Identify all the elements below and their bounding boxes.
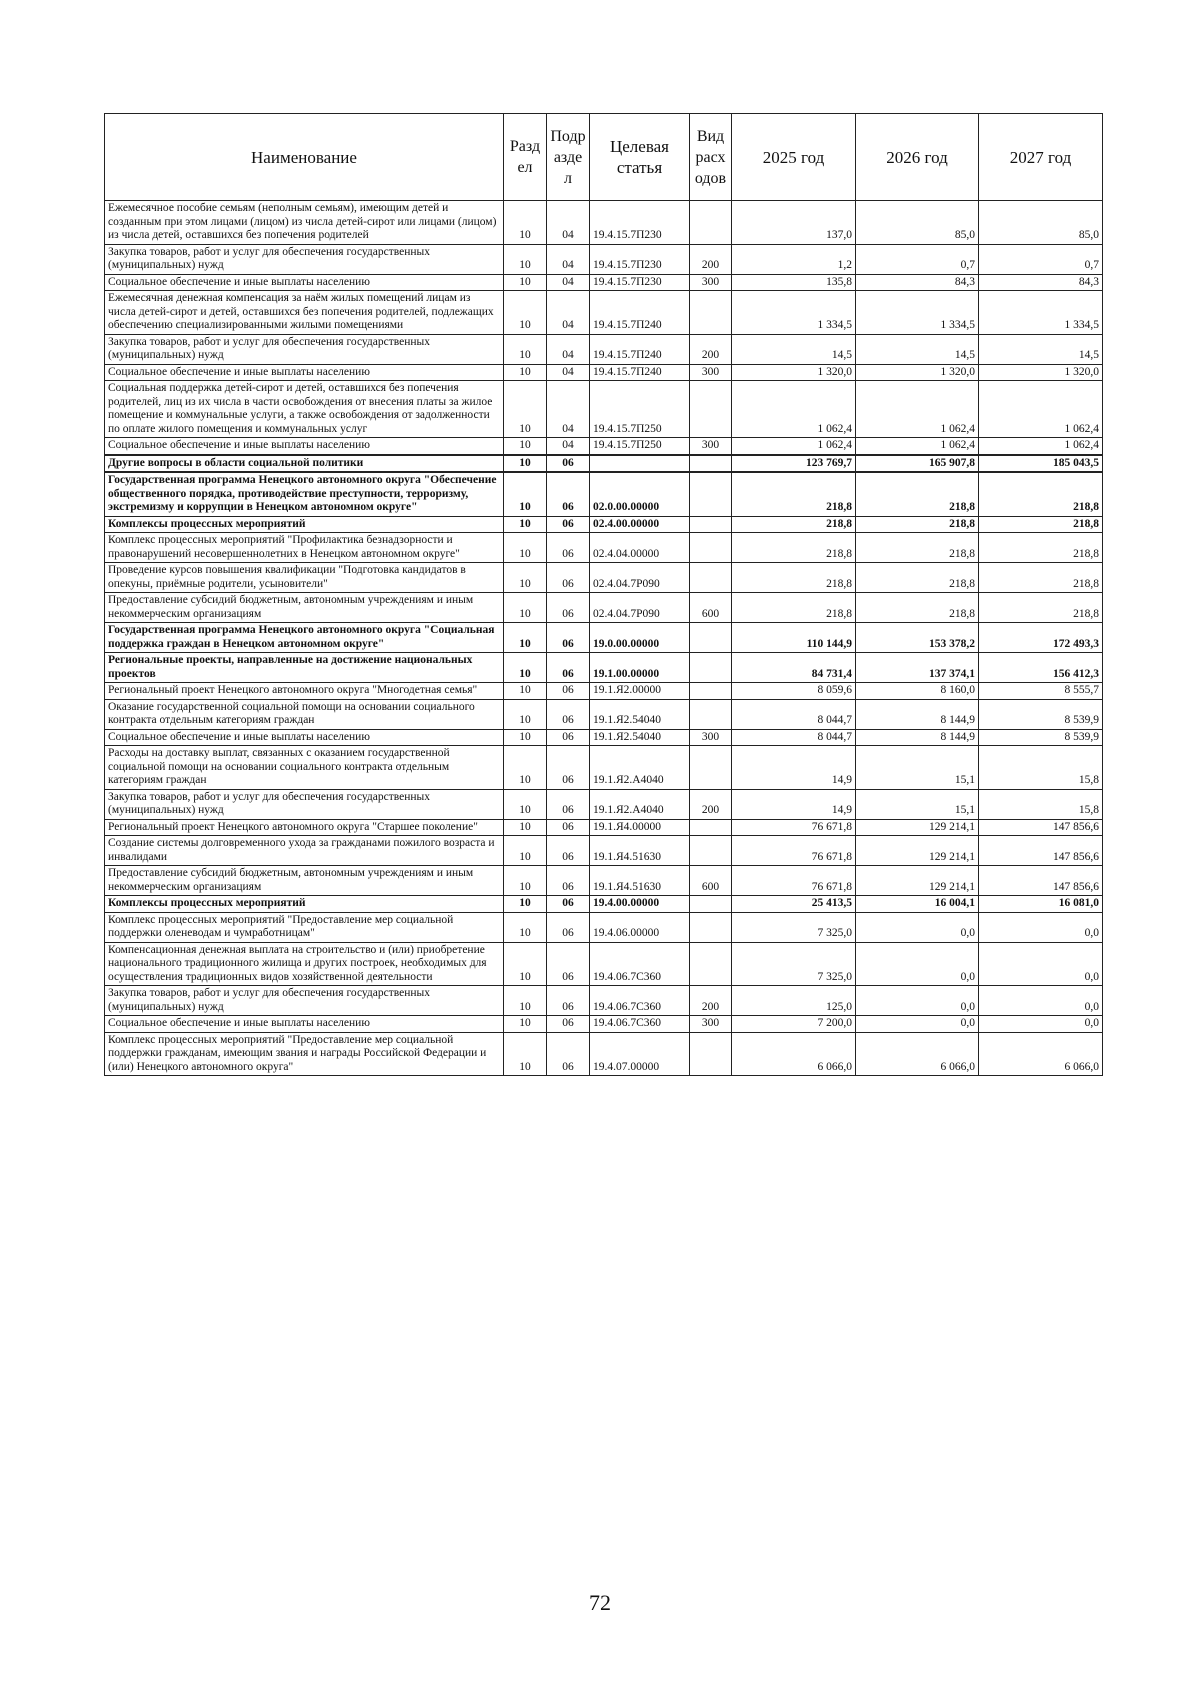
- table-row: [105, 1016, 1103, 1033]
- table-row: [105, 653, 1103, 683]
- table-body: [105, 201, 1103, 1076]
- cell-name: Ежемесячное пособие семьям (неполным семьям), имеющим детей и созданным при этом лицами (лицом) из числа детей-сирот или лицами (лицом) из числа детей, оставшихся без попечения родителей: [105, 201, 504, 245]
- cell-name: Региональный проект Ненецкого автономного округа "Многодетная семья": [105, 683, 504, 700]
- header-2025: 2025 год: [732, 114, 856, 201]
- cell-vid-rashodov: [690, 699, 732, 729]
- cell-2026: 1 320,0: [856, 364, 979, 381]
- cell-celevaya-statya: 19.4.06.7С360: [590, 986, 690, 1016]
- cell-2026: 0,0: [856, 1016, 979, 1033]
- cell-vid-rashodov: [690, 381, 732, 438]
- cell-celevaya-statya: 19.1.Я2.54040: [590, 699, 690, 729]
- cell-2027: 0,0: [979, 942, 1103, 986]
- cell-razdel: 10: [504, 334, 547, 364]
- table-row: [105, 563, 1103, 593]
- cell-name: Государственная программа Ненецкого автономного округа "Обеспечение общественного порядка, противодействие преступности, терроризму, экстремизму и коррупции в Ненецком автономном округе": [105, 472, 504, 516]
- table-row: [105, 623, 1103, 653]
- cell-2026: 6 066,0: [856, 1032, 979, 1076]
- cell-vid-rashodov: [690, 563, 732, 593]
- cell-2025: 76 671,8: [732, 819, 856, 836]
- cell-2027: 8 539,9: [979, 729, 1103, 746]
- cell-celevaya-statya: 19.1.Я2.00000: [590, 683, 690, 700]
- cell-podrazdel: 04: [547, 364, 590, 381]
- cell-name: Социальное обеспечение и иные выплаты населению: [105, 438, 504, 455]
- cell-name: Государственная программа Ненецкого автономного округа "Социальная поддержка граждан в Ненецком автономном округе": [105, 623, 504, 653]
- header-name: Наименование: [105, 114, 504, 201]
- cell-2027: 218,8: [979, 593, 1103, 623]
- cell-2026: 218,8: [856, 593, 979, 623]
- cell-2026: 218,8: [856, 472, 979, 516]
- cell-2027: 0,0: [979, 986, 1103, 1016]
- cell-name: Оказание государственной социальной помощи на основании социального контракта отдельным категориям граждан: [105, 699, 504, 729]
- cell-vid-rashodov: [690, 623, 732, 653]
- cell-vid-rashodov: [690, 533, 732, 563]
- cell-razdel: 10: [504, 381, 547, 438]
- table-row: [105, 912, 1103, 942]
- cell-razdel: 10: [504, 438, 547, 455]
- cell-razdel: 10: [504, 593, 547, 623]
- cell-celevaya-statya: 19.4.15.7П240: [590, 291, 690, 335]
- cell-2025: 218,8: [732, 472, 856, 516]
- table-row: [105, 438, 1103, 455]
- cell-name: Региональный проект Ненецкого автономного округа "Старшее поколение": [105, 819, 504, 836]
- cell-podrazdel: 04: [547, 201, 590, 245]
- cell-razdel: 10: [504, 364, 547, 381]
- cell-podrazdel: 06: [547, 896, 590, 913]
- cell-razdel: 10: [504, 1032, 547, 1076]
- cell-2026: 129 214,1: [856, 836, 979, 866]
- cell-name: Комплексы процессных мероприятий: [105, 896, 504, 913]
- cell-2025: 7 325,0: [732, 942, 856, 986]
- cell-podrazdel: 06: [547, 593, 590, 623]
- cell-razdel: 10: [504, 699, 547, 729]
- cell-2025: 110 144,9: [732, 623, 856, 653]
- cell-celevaya-statya: [590, 455, 690, 473]
- cell-2027: 16 081,0: [979, 896, 1103, 913]
- cell-2026: 15,1: [856, 789, 979, 819]
- cell-vid-rashodov: [690, 819, 732, 836]
- cell-2025: 8 059,6: [732, 683, 856, 700]
- cell-2025: 76 671,8: [732, 866, 856, 896]
- cell-vid-rashodov: 300: [690, 438, 732, 455]
- cell-2025: 218,8: [732, 563, 856, 593]
- cell-podrazdel: 04: [547, 334, 590, 364]
- cell-name: Региональные проекты, направленные на достижение национальных проектов: [105, 653, 504, 683]
- cell-2025: 14,9: [732, 789, 856, 819]
- table-row: [105, 455, 1103, 473]
- cell-celevaya-statya: 02.4.04.00000: [590, 533, 690, 563]
- cell-vid-rashodov: [690, 836, 732, 866]
- cell-name: Социальная поддержка детей-сирот и детей, оставшихся без попечения родителей, лиц из их числа в части освобождения от внесения платы за жилое помещение и коммунальные услуги, а также освобождения от задолженности по оплате жилого помещения и коммунальных услуг: [105, 381, 504, 438]
- cell-2027: 84,3: [979, 274, 1103, 291]
- cell-2027: 1 062,4: [979, 438, 1103, 455]
- cell-celevaya-statya: 19.1.Я4.00000: [590, 819, 690, 836]
- cell-2025: 135,8: [732, 274, 856, 291]
- table-row: [105, 291, 1103, 335]
- cell-vid-rashodov: [690, 201, 732, 245]
- cell-razdel: 10: [504, 986, 547, 1016]
- cell-podrazdel: 06: [547, 563, 590, 593]
- cell-2027: 147 856,6: [979, 866, 1103, 896]
- cell-2026: 0,7: [856, 244, 979, 274]
- cell-2026: 85,0: [856, 201, 979, 245]
- cell-razdel: 10: [504, 244, 547, 274]
- table-row: [105, 836, 1103, 866]
- cell-podrazdel: 06: [547, 729, 590, 746]
- cell-2027: 6 066,0: [979, 1032, 1103, 1076]
- cell-podrazdel: 06: [547, 789, 590, 819]
- header-razdel: Разд ел: [504, 114, 547, 201]
- cell-razdel: 10: [504, 912, 547, 942]
- cell-2026: 8 144,9: [856, 729, 979, 746]
- cell-podrazdel: 06: [547, 746, 590, 790]
- cell-2025: 7 325,0: [732, 912, 856, 942]
- cell-vid-rashodov: [690, 291, 732, 335]
- header-2027: 2027 год: [979, 114, 1103, 201]
- table-row: [105, 516, 1103, 533]
- cell-celevaya-statya: 19.4.15.7П250: [590, 438, 690, 455]
- table-row: [105, 533, 1103, 563]
- cell-2026: 1 334,5: [856, 291, 979, 335]
- cell-razdel: 10: [504, 455, 547, 473]
- cell-2026: 0,0: [856, 942, 979, 986]
- cell-name: Предоставление субсидий бюджетным, автономным учреждениям и иным некоммерческим организациям: [105, 866, 504, 896]
- cell-name: Комплекс процессных мероприятий "Профилактика безнадзорности и правонарушений несовершеннолетних в Ненецком автономном округе": [105, 533, 504, 563]
- cell-celevaya-statya: 19.1.Я2.54040: [590, 729, 690, 746]
- cell-name: Социальное обеспечение и иные выплаты населению: [105, 364, 504, 381]
- cell-name: Компенсационная денежная выплата на строительство и (или) приобретение национального традиционного жилища и других построек, необходимых для осуществления традиционных видов хозяйственной деятельности: [105, 942, 504, 986]
- cell-2026: 218,8: [856, 533, 979, 563]
- cell-2027: 1 062,4: [979, 381, 1103, 438]
- cell-vid-rashodov: 300: [690, 364, 732, 381]
- cell-podrazdel: 06: [547, 819, 590, 836]
- table-row: [105, 729, 1103, 746]
- cell-2025: 1,2: [732, 244, 856, 274]
- cell-name: Закупка товаров, работ и услуг для обеспечения государственных (муниципальных) нужд: [105, 244, 504, 274]
- cell-celevaya-statya: 19.4.15.7П230: [590, 274, 690, 291]
- cell-2026: 16 004,1: [856, 896, 979, 913]
- cell-2026: 15,1: [856, 746, 979, 790]
- cell-razdel: 10: [504, 683, 547, 700]
- cell-2027: 147 856,6: [979, 836, 1103, 866]
- cell-2026: 137 374,1: [856, 653, 979, 683]
- cell-razdel: 10: [504, 746, 547, 790]
- cell-2025: 137,0: [732, 201, 856, 245]
- table-row: [105, 593, 1103, 623]
- cell-2025: 125,0: [732, 986, 856, 1016]
- cell-podrazdel: 06: [547, 699, 590, 729]
- cell-podrazdel: 06: [547, 516, 590, 533]
- cell-2026: 129 214,1: [856, 819, 979, 836]
- cell-2027: 147 856,6: [979, 819, 1103, 836]
- cell-2027: 218,8: [979, 563, 1103, 593]
- cell-2025: 1 062,4: [732, 381, 856, 438]
- cell-2026: 165 907,8: [856, 455, 979, 473]
- budget-table-sheet: [104, 113, 1102, 1076]
- cell-vid-rashodov: [690, 683, 732, 700]
- cell-razdel: 10: [504, 516, 547, 533]
- cell-podrazdel: 06: [547, 836, 590, 866]
- table-row: [105, 201, 1103, 245]
- cell-podrazdel: 06: [547, 1016, 590, 1033]
- cell-name: Другие вопросы в области социальной политики: [105, 455, 504, 473]
- cell-podrazdel: 04: [547, 274, 590, 291]
- cell-vid-rashodov: [690, 516, 732, 533]
- table-row: [105, 896, 1103, 913]
- cell-razdel: 10: [504, 623, 547, 653]
- cell-2025: 25 413,5: [732, 896, 856, 913]
- cell-podrazdel: 06: [547, 1032, 590, 1076]
- cell-2027: 8 555,7: [979, 683, 1103, 700]
- cell-2025: 7 200,0: [732, 1016, 856, 1033]
- cell-2025: 8 044,7: [732, 729, 856, 746]
- cell-razdel: 10: [504, 533, 547, 563]
- cell-2027: 1 334,5: [979, 291, 1103, 335]
- cell-razdel: 10: [504, 942, 547, 986]
- table-header-row: [105, 114, 1103, 201]
- table-row: [105, 746, 1103, 790]
- cell-name: Комплекс процессных мероприятий "Предоставление мер социальной поддержки оленеводам и чумработницам": [105, 912, 504, 942]
- cell-razdel: 10: [504, 896, 547, 913]
- cell-celevaya-statya: 19.0.00.00000: [590, 623, 690, 653]
- table-row: [105, 683, 1103, 700]
- cell-celevaya-statya: 02.4.04.7Р090: [590, 563, 690, 593]
- table-row: [105, 364, 1103, 381]
- cell-razdel: 10: [504, 729, 547, 746]
- cell-podrazdel: 06: [547, 472, 590, 516]
- cell-2027: 15,8: [979, 746, 1103, 790]
- cell-razdel: 10: [504, 819, 547, 836]
- cell-2027: 1 320,0: [979, 364, 1103, 381]
- cell-vid-rashodov: [690, 455, 732, 473]
- table-row: [105, 334, 1103, 364]
- cell-celevaya-statya: 19.1.Я2.А4040: [590, 746, 690, 790]
- cell-2027: 15,8: [979, 789, 1103, 819]
- cell-name: Расходы на доставку выплат, связанных с оказанием государственной социальной помощи на основании социального контракта отдельным категориям граждан: [105, 746, 504, 790]
- cell-name: Социальное обеспечение и иные выплаты населению: [105, 729, 504, 746]
- cell-podrazdel: 04: [547, 381, 590, 438]
- table-row: [105, 1032, 1103, 1076]
- cell-name: Закупка товаров, работ и услуг для обеспечения государственных (муниципальных) нужд: [105, 986, 504, 1016]
- cell-celevaya-statya: 19.4.06.7С360: [590, 1016, 690, 1033]
- cell-razdel: 10: [504, 201, 547, 245]
- cell-2027: 0,0: [979, 912, 1103, 942]
- cell-razdel: 10: [504, 1016, 547, 1033]
- cell-razdel: 10: [504, 563, 547, 593]
- cell-2025: 76 671,8: [732, 836, 856, 866]
- cell-2027: 8 539,9: [979, 699, 1103, 729]
- cell-2026: 8 160,0: [856, 683, 979, 700]
- header-celevaya-statya: Целевая статья: [590, 114, 690, 201]
- cell-vid-rashodov: [690, 912, 732, 942]
- cell-2025: 1 062,4: [732, 438, 856, 455]
- cell-2025: 1 320,0: [732, 364, 856, 381]
- cell-2025: 84 731,4: [732, 653, 856, 683]
- cell-name: Закупка товаров, работ и услуг для обеспечения государственных (муниципальных) нужд: [105, 789, 504, 819]
- cell-razdel: 10: [504, 866, 547, 896]
- table-row: [105, 789, 1103, 819]
- cell-razdel: 10: [504, 291, 547, 335]
- cell-podrazdel: 06: [547, 623, 590, 653]
- cell-2027: 0,0: [979, 1016, 1103, 1033]
- table-row: [105, 819, 1103, 836]
- table-row: [105, 244, 1103, 274]
- cell-2025: 218,8: [732, 533, 856, 563]
- cell-celevaya-statya: 19.4.06.00000: [590, 912, 690, 942]
- cell-2027: 185 043,5: [979, 455, 1103, 473]
- cell-podrazdel: 04: [547, 244, 590, 274]
- cell-2025: 123 769,7: [732, 455, 856, 473]
- cell-podrazdel: 06: [547, 653, 590, 683]
- cell-name: Комплекс процессных мероприятий "Предоставление мер социальной поддержки гражданам, имеющим звания и награды Российской Федерации и (или) Ненецкого автономного округа": [105, 1032, 504, 1076]
- cell-name: Закупка товаров, работ и услуг для обеспечения государственных (муниципальных) нужд: [105, 334, 504, 364]
- cell-celevaya-statya: 19.4.15.7П230: [590, 201, 690, 245]
- cell-2026: 1 062,4: [856, 381, 979, 438]
- cell-vid-rashodov: 300: [690, 1016, 732, 1033]
- cell-vid-rashodov: 200: [690, 789, 732, 819]
- cell-celevaya-statya: 19.1.Я4.51630: [590, 836, 690, 866]
- cell-name: Предоставление субсидий бюджетным, автономным учреждениям и иным некоммерческим организациям: [105, 593, 504, 623]
- cell-2026: 0,0: [856, 986, 979, 1016]
- cell-vid-rashodov: [690, 1032, 732, 1076]
- cell-podrazdel: 06: [547, 683, 590, 700]
- cell-razdel: 10: [504, 836, 547, 866]
- cell-celevaya-statya: 19.1.00.00000: [590, 653, 690, 683]
- cell-celevaya-statya: 19.1.Я4.51630: [590, 866, 690, 896]
- cell-2027: 218,8: [979, 533, 1103, 563]
- cell-2026: 84,3: [856, 274, 979, 291]
- cell-vid-rashodov: 600: [690, 593, 732, 623]
- cell-celevaya-statya: 19.4.15.7П230: [590, 244, 690, 274]
- cell-2025: 218,8: [732, 516, 856, 533]
- cell-2026: 129 214,1: [856, 866, 979, 896]
- cell-2025: 218,8: [732, 593, 856, 623]
- cell-2026: 153 378,2: [856, 623, 979, 653]
- cell-podrazdel: 06: [547, 455, 590, 473]
- cell-vid-rashodov: 300: [690, 274, 732, 291]
- cell-celevaya-statya: 19.4.00.00000: [590, 896, 690, 913]
- cell-2025: 14,5: [732, 334, 856, 364]
- cell-2026: 1 062,4: [856, 438, 979, 455]
- cell-2027: 14,5: [979, 334, 1103, 364]
- cell-name: Ежемесячная денежная компенсация за наём жилых помещений лицам из числа детей-сирот и детей, оставшихся без попечения родителей, подлежащих обеспечению специализированными жилыми помещениями: [105, 291, 504, 335]
- budget-table: [104, 113, 1103, 1076]
- cell-vid-rashodov: 200: [690, 986, 732, 1016]
- cell-2027: 218,8: [979, 516, 1103, 533]
- cell-vid-rashodov: [690, 653, 732, 683]
- table-row: [105, 381, 1103, 438]
- header-2026: 2026 год: [856, 114, 979, 201]
- cell-podrazdel: 06: [547, 533, 590, 563]
- cell-celevaya-statya: 19.4.07.00000: [590, 1032, 690, 1076]
- table-row: [105, 866, 1103, 896]
- cell-podrazdel: 06: [547, 986, 590, 1016]
- cell-podrazdel: 06: [547, 942, 590, 986]
- cell-razdel: 10: [504, 653, 547, 683]
- cell-podrazdel: 04: [547, 438, 590, 455]
- cell-2026: 218,8: [856, 563, 979, 593]
- cell-vid-rashodov: 200: [690, 334, 732, 364]
- cell-podrazdel: 04: [547, 291, 590, 335]
- table-row: [105, 986, 1103, 1016]
- cell-razdel: 10: [504, 789, 547, 819]
- cell-celevaya-statya: 19.1.Я2.А4040: [590, 789, 690, 819]
- cell-podrazdel: 06: [547, 912, 590, 942]
- cell-vid-rashodov: [690, 896, 732, 913]
- cell-2026: 0,0: [856, 912, 979, 942]
- table-row: [105, 472, 1103, 516]
- cell-celevaya-statya: 19.4.06.7С360: [590, 942, 690, 986]
- cell-name: Комплексы процессных мероприятий: [105, 516, 504, 533]
- cell-vid-rashodov: 300: [690, 729, 732, 746]
- cell-2025: 6 066,0: [732, 1032, 856, 1076]
- header-podrazdel: Подр азде л: [547, 114, 590, 201]
- page-number: 72: [589, 1590, 611, 1615]
- cell-2027: 0,7: [979, 244, 1103, 274]
- cell-vid-rashodov: [690, 472, 732, 516]
- cell-celevaya-statya: 02.4.00.00000: [590, 516, 690, 533]
- cell-vid-rashodov: [690, 746, 732, 790]
- cell-2025: 8 044,7: [732, 699, 856, 729]
- cell-2026: 218,8: [856, 516, 979, 533]
- cell-celevaya-statya: 02.0.00.00000: [590, 472, 690, 516]
- cell-razdel: 10: [504, 472, 547, 516]
- cell-name: Проведение курсов повышения квалификации "Подготовка кандидатов в опекуны, приёмные родители, усыновители": [105, 563, 504, 593]
- header-vid-rashodov: Вид расх одов: [690, 114, 732, 201]
- cell-name: Создание системы долговременного ухода за гражданами пожилого возраста и инвалидами: [105, 836, 504, 866]
- cell-vid-rashodov: 600: [690, 866, 732, 896]
- cell-razdel: 10: [504, 274, 547, 291]
- cell-celevaya-statya: 19.4.15.7П250: [590, 381, 690, 438]
- cell-2027: 172 493,3: [979, 623, 1103, 653]
- cell-2027: 85,0: [979, 201, 1103, 245]
- cell-2026: 8 144,9: [856, 699, 979, 729]
- cell-vid-rashodov: [690, 942, 732, 986]
- cell-2026: 14,5: [856, 334, 979, 364]
- cell-2025: 1 334,5: [732, 291, 856, 335]
- table-row: [105, 274, 1103, 291]
- cell-vid-rashodov: 200: [690, 244, 732, 274]
- table-row: [105, 942, 1103, 986]
- cell-podrazdel: 06: [547, 866, 590, 896]
- cell-2025: 14,9: [732, 746, 856, 790]
- cell-name: Социальное обеспечение и иные выплаты населению: [105, 1016, 504, 1033]
- table-row: [105, 699, 1103, 729]
- cell-celevaya-statya: 19.4.15.7П240: [590, 364, 690, 381]
- cell-2027: 156 412,3: [979, 653, 1103, 683]
- cell-celevaya-statya: 19.4.15.7П240: [590, 334, 690, 364]
- cell-name: Социальное обеспечение и иные выплаты населению: [105, 274, 504, 291]
- cell-celevaya-statya: 02.4.04.7Р090: [590, 593, 690, 623]
- cell-2027: 218,8: [979, 472, 1103, 516]
